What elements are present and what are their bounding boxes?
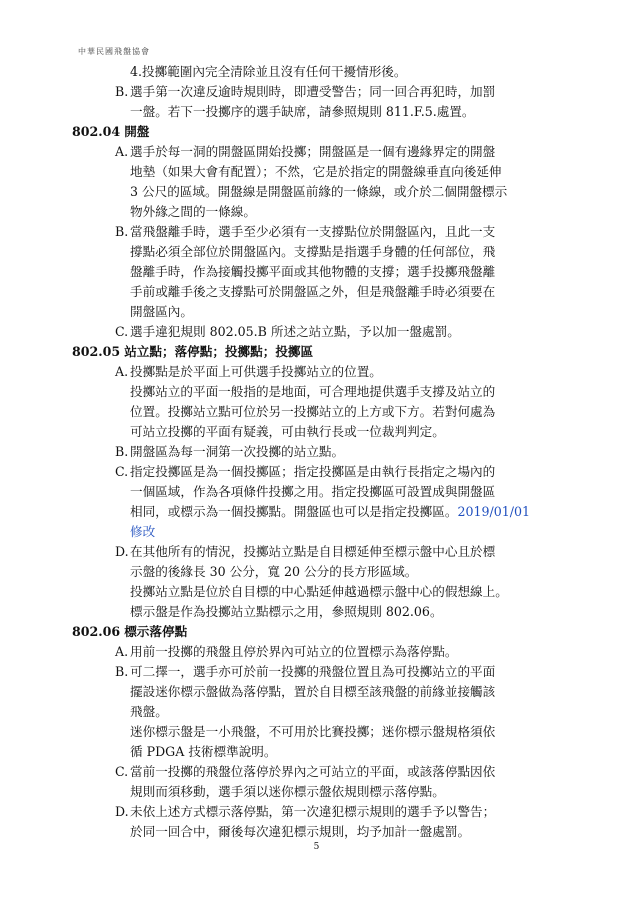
section-heading [72,122,572,142]
text-line [72,242,572,262]
item-text: 選手違犯規則 802.05.B 所述之站立點，予以加一盤處罰。 [130,324,460,339]
item-label: C. [115,464,129,479]
rule-item [72,762,572,782]
rule-item [72,462,572,482]
line-text: 盤離手時，作為接觸投擲平面或其他物體的支撐；選手投擲飛盤離 [130,264,496,279]
rule-item [72,322,572,342]
item-label: A. [115,364,129,379]
item-label: C. [115,324,129,339]
line-text: 飛盤。 [130,704,168,719]
item-text: 投擲點是於平面上可供選手投擲站立的位置。 [130,364,382,379]
page-body [72,62,572,842]
text-line [72,782,572,802]
line-text: 3 公尺的區域。開盤線是開盤區前緣的一條線，或介於二個開盤標示 [130,184,508,199]
text-line [72,602,572,622]
revision-note: 修改 [130,524,156,539]
section-number: 802.04 [72,124,121,139]
line-text: 可站立投擲的平面有疑義，可由執行長或一位裁判判定。 [130,424,445,439]
section-title: 開盤 [124,124,150,139]
text-line [72,702,572,722]
line-text: 標示盤是作為投擲站立點標示之用，參照規則 802.06。 [130,604,443,619]
line-text: 迷你標示盤是一小飛盤，不可用於比賽投擲；迷你標示盤規格須依 [130,724,496,739]
item-label: B. [115,664,129,679]
line-text: 一盤。若下一投擲序的選手缺席，請參照規則 811.F.5.處置。 [130,104,475,119]
item-label: B. [115,444,129,459]
rule-item [72,642,572,662]
item-text: 當飛盤離手時，選手至少必須有一支撐點位於開盤區內，且此一支 [130,224,496,239]
rule-item [72,662,572,682]
item-label: A. [115,144,129,159]
item-text: 開盤區為每一洞第一次投擲的站立點。 [130,444,345,459]
rule-item [72,82,572,102]
text-line [72,502,572,522]
section-number: 802.05 [72,344,121,359]
rule-item [72,362,572,382]
text-line [72,422,572,442]
text-line [72,202,572,222]
item-label: D. [115,544,129,559]
line-text: 投擲站立的平面一般指的是地面，可合理地提供選手支撐及站立的 [130,384,496,399]
line-text: 規則而須移動，選手須以迷你標示盤依規則標示落停點。 [130,784,445,799]
section-heading [72,342,572,362]
item-label: C. [115,764,129,779]
section-number: 802.06 [72,624,121,639]
line-text: 投擲站立點是位於自目標的中心點延伸越過標示盤中心的假想線上。 [130,584,508,599]
item-label: B. [115,84,129,99]
rule-item [72,542,572,562]
document-header: 中華民國飛盤協會 [78,47,150,56]
item-text: 用前一投擲的飛盤且停於界內可站立的位置標示為落停點。 [130,644,458,659]
line-text: 循 PDGA 技術標準說明。 [130,744,277,759]
item-text: 選手於每一洞的開盤區開始投擲；開盤區是一個有邊緣界定的開盤 [130,144,496,159]
line-text: 於同一回合中，爾後每次違犯標示規則，均予加計一盤處罰。 [130,824,471,839]
section-title: 標示落停點 [124,624,188,639]
text-line [72,742,572,762]
text-line [72,682,572,702]
text-line [72,582,572,602]
rule-item [72,142,572,162]
line-text: 位置。投擲站立點可位於另一投擲站立的上方或下方。若對何處為 [130,404,496,419]
line-text: 撐點必須全部位於開盤區內。支撐點是指選手身體的任何部位，飛 [130,244,496,259]
text-line [72,402,572,422]
text-line [72,162,572,182]
line-text: 開盤區內。 [130,304,193,319]
item-text: 在其他所有的情況，投擲站立點是自目標延伸至標示盤中心且於標 [130,544,496,559]
item-label: D. [115,804,129,819]
line-text: 4.投擲範圍內完全清除並且沒有任何干擾情形後。 [130,64,407,79]
text-line [72,282,572,302]
rule-item [72,442,572,462]
section-title: 站立點；落停點；投擲點；投擲區 [124,344,314,359]
item-text: 可二擇一，選手亦可於前一投擲的飛盤位置且為可投擲站立的平面 [130,664,496,679]
text-line [72,62,572,82]
text-line [72,822,572,842]
rule-item [72,222,572,242]
line-text: 相同，或標示為一個投擲點。開盤區也可以是指定投擲區。 [130,504,458,519]
text-line [72,302,572,322]
text-line [72,722,572,742]
item-text: 選手第一次違反逾時規則時，即遭受警告；同一回合再犯時，加罰 [130,84,496,99]
text-line [72,382,572,402]
item-text: 當前一投擲的飛盤位落停於界內之可站立的平面，或該落停點因依 [130,764,496,779]
text-line [72,562,572,582]
line-text: 擺設迷你標示盤做為落停點，置於自目標至該飛盤的前緣並接觸該 [130,684,496,699]
section-heading [72,622,572,642]
rule-item [72,802,572,822]
line-text: 一個區域，作為各項條件投擲之用。指定投擲區可設置成與開盤區 [130,484,496,499]
text-line [72,262,572,282]
page-number: 5 [313,842,320,852]
text-line [72,522,572,542]
revision-note: 2019/01/01 [457,504,531,519]
line-text: 示盤的後緣長 30 公分，寬 20 公分的長方形區域。 [130,564,418,579]
item-text: 指定投擲區是為一個投擲區；指定投擲區是由執行長指定之場內的 [130,464,496,479]
item-label: A. [115,644,129,659]
text-line [72,482,572,502]
item-text: 未依上述方式標示落停點，第一次違犯標示規則的選手予以警告； [130,804,496,819]
item-label: B. [115,224,129,239]
text-line [72,102,572,122]
line-text: 手前或離手後之支撐點可於開盤區之外，但是飛盤離手時必須要在 [130,284,496,299]
line-text: 地墊（如果大會有配置）；不然，它是於指定的開盤線垂直向後延伸 [130,164,502,179]
line-text: 物外緣之間的一條線。 [130,204,256,219]
text-line [72,182,572,202]
